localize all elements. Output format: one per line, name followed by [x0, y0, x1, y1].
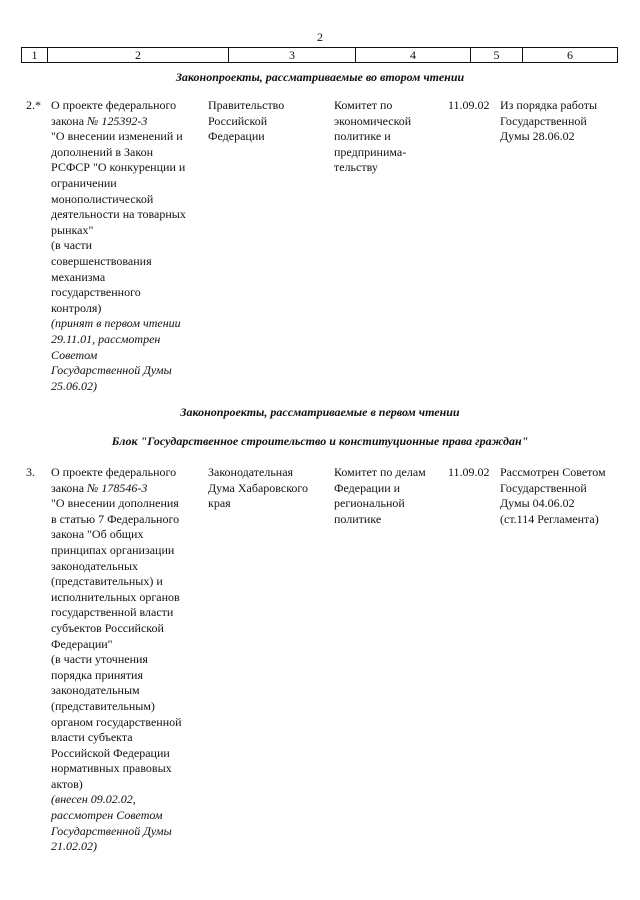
text-line: исполнительных органов — [51, 589, 180, 604]
text-line: Комитет по делам — [334, 465, 426, 479]
text-line: монополистической — [51, 191, 154, 206]
bill-author — [208, 465, 330, 512]
text-line: закона "Об общих — [51, 527, 144, 542]
text-line: края — [208, 496, 231, 511]
text-line: государственной власти — [51, 605, 174, 620]
text-line: (представительным) — [51, 698, 155, 713]
text-line: власти субъекта — [51, 730, 133, 745]
text-line: совершенствования — [51, 253, 152, 268]
review-date: 11.09.02 — [448, 465, 490, 479]
text-line: политике и — [334, 129, 391, 144]
text-line: Российской Федерации — [51, 745, 170, 760]
text-line: нормативных правовых — [51, 761, 172, 776]
bill-author — [208, 98, 330, 145]
text-line: Из порядка работы — [500, 98, 598, 112]
page-number: 2 — [317, 30, 323, 44]
text-line: Федерации — [208, 129, 265, 144]
column-header-4: 4 — [356, 48, 471, 63]
column-header-6: 6 — [523, 48, 618, 63]
text-line: механизма — [51, 269, 106, 284]
text-line: Комитет по — [334, 98, 393, 112]
text-line: предпринима- — [334, 144, 407, 159]
text-line: Законодательная — [208, 465, 294, 479]
text-line: рынках" — [51, 222, 94, 237]
text-line: Думы 28.06.02 — [500, 129, 575, 144]
text-line: Федерации и — [334, 480, 401, 495]
text-line: актов) — [51, 776, 83, 791]
status-note-line: (принят в первом чтении — [51, 316, 181, 331]
text-line: политике — [334, 511, 382, 526]
status-note-line: 21.02.02) — [51, 839, 97, 854]
text-line: ограничении — [51, 175, 117, 190]
column-header-table — [21, 47, 618, 63]
text-line: Дума Хабаровского — [208, 480, 309, 495]
text-line: принципах организации — [51, 542, 175, 557]
column-header-3: 3 — [229, 48, 356, 63]
text-line: Государственной — [500, 113, 587, 128]
status-note-line: Государственной Думы — [51, 363, 172, 378]
text-line: органом государственной — [51, 714, 182, 729]
text-line: Правительство — [208, 98, 285, 112]
column-header-2: 2 — [48, 48, 229, 63]
text-line: субъектов Российской — [51, 620, 164, 635]
text-line: региональной — [334, 496, 405, 511]
block-heading: Блок "Государственное строительство и конституционные права граждан" — [111, 434, 529, 448]
text-line: РСФСР "О конкуренции и — [51, 160, 186, 175]
section-heading-second-reading: Законопроекты, рассматриваемые во втором чтении — [175, 70, 465, 84]
text-line: контроля) — [51, 300, 102, 315]
text-line: "О внесении дополнения — [51, 496, 179, 511]
text-line: О проекте федерального — [51, 98, 177, 112]
text-line: законодательным — [51, 683, 140, 698]
section-heading-first-reading: Законопроекты, рассматриваемые в первом чтении — [180, 405, 460, 419]
text-line: Российской — [208, 113, 268, 128]
row-number: 2.* — [26, 98, 41, 112]
text-line: законодательных — [51, 558, 138, 573]
responsible-committee — [334, 465, 446, 527]
text-line: экономической — [334, 113, 412, 128]
status-note-line: 29.11.01, рассмотрен — [51, 331, 161, 346]
text-line: (в части — [51, 238, 93, 253]
status-note-line: 25.06.02) — [51, 378, 97, 393]
text-line: государственного — [51, 285, 141, 300]
text-line: порядка принятия — [51, 667, 143, 682]
text-line: (ст.114 Регламента) — [500, 511, 599, 526]
text-line: в статью 7 Федерального — [51, 511, 180, 526]
text-line: Государственной — [500, 480, 587, 495]
text-line: (представительных) и — [51, 574, 163, 589]
text-line: Рассмотрен Советом — [500, 465, 606, 479]
bill-note — [500, 465, 625, 527]
text-line: деятельности на товарных — [51, 207, 186, 222]
bill-title — [51, 465, 203, 855]
row-number: 3. — [26, 465, 35, 479]
status-note-line: рассмотрен Советом — [51, 808, 163, 823]
column-header-5: 5 — [471, 48, 523, 63]
text-line: О проекте федерального — [51, 465, 177, 479]
status-note-line: Государственной Думы — [51, 823, 172, 838]
text-line: "О внесении изменений и — [51, 129, 183, 144]
text-line: закона № 178546-3 — [51, 480, 148, 495]
text-line: (в части уточнения — [51, 652, 148, 667]
text-line: дополнений в Закон — [51, 144, 154, 159]
responsible-committee — [334, 98, 446, 176]
review-date: 11.09.02 — [448, 98, 490, 112]
text-line: Думы 04.06.02 — [500, 496, 575, 511]
status-note-line: (внесен 09.02.02, — [51, 792, 136, 807]
text-line: Федерации" — [51, 636, 113, 651]
bill-note — [500, 98, 625, 145]
column-header-1: 1 — [22, 48, 48, 63]
bill-title — [51, 98, 203, 394]
text-line: тельству — [334, 160, 378, 175]
text-line: закона № 125392-3 — [51, 113, 148, 128]
status-note-line: Советом — [51, 347, 98, 362]
